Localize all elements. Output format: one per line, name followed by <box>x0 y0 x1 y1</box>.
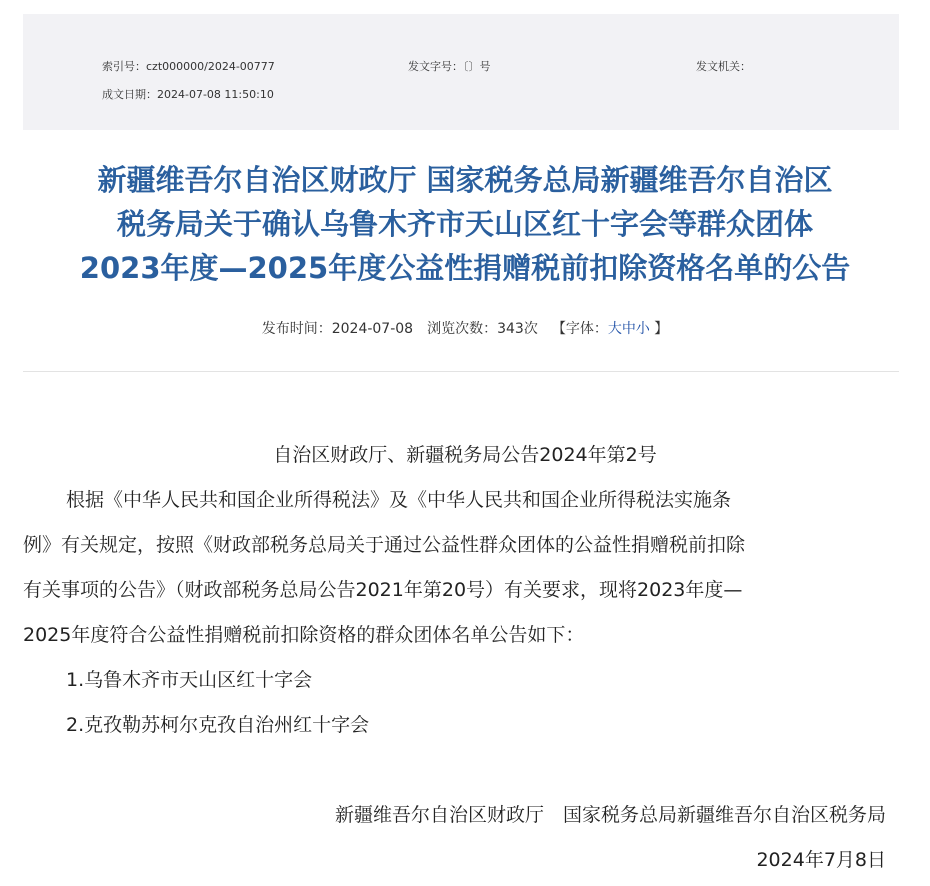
document-number <box>408 58 491 74</box>
font-size-medium-link[interactable]: 中 <box>621 321 636 337</box>
issuing-authority-label: 发文机关： <box>696 60 751 73</box>
title-line: 税务局关于确认乌鲁木齐市天山区红十字会等群众团体 <box>116 207 813 241</box>
font-size-close: 】 <box>649 321 669 337</box>
font-size-control <box>552 321 668 337</box>
index-number-label: 索引号： <box>102 60 146 73</box>
index-number <box>102 58 275 74</box>
signature: 新疆维吾尔自治区财政厅 国家税务总局新疆维吾尔自治区税务局 <box>334 804 886 826</box>
font-size-open: 【字体： <box>551 321 608 337</box>
issuing-authority <box>696 58 751 74</box>
document-number-value: 〔〕号 <box>463 60 491 73</box>
signature-date: 2024年7月8日 <box>756 849 886 871</box>
publish-time-label: 发布时间： <box>261 321 332 337</box>
announcement-number: 自治区财政厅、新疆税务局公告2024年第2号 <box>273 444 657 466</box>
written-date-label: 成文日期： <box>102 88 157 101</box>
view-count-label: 浏览次数： <box>427 321 498 337</box>
view-count-value: 343次 <box>497 321 538 337</box>
font-size-large-link[interactable]: 大 <box>607 321 622 337</box>
title-line: 2023年度—2025年度公益性捐赠税前扣除资格名单的公告 <box>79 251 851 285</box>
paragraph-line: 例》有关规定，按照《财政部税务总局关于通过公益性群众团体的公益性捐赠税前扣除 <box>23 534 746 556</box>
font-size-small-link[interactable]: 小 <box>635 321 650 337</box>
written-date <box>102 86 274 102</box>
index-number-value: czt000000/2024-00777 <box>146 60 275 73</box>
document-metadata-panel <box>23 14 899 130</box>
list-item: 1.乌鲁木齐市天山区红十字会 <box>66 669 313 691</box>
paragraph-line: 根据《中华人民共和国企业所得税法》及《中华人民共和国企业所得税法实施条 <box>66 489 732 511</box>
page-title <box>0 158 930 290</box>
divider <box>23 371 899 372</box>
publish-time-value: 2024-07-08 <box>331 321 414 337</box>
written-date-value: 2024-07-08 11:50:10 <box>157 88 274 101</box>
list-item: 2.克孜勒苏柯尔克孜自治州红十字会 <box>66 714 370 736</box>
publish-info <box>0 318 930 338</box>
paragraph-line: 有关事项的公告》（财政部税务总局公告2021年第20号）有关要求，现将2023年度— <box>23 579 743 601</box>
document-number-label: 发文字号： <box>408 60 463 73</box>
title-line: 新疆维吾尔自治区财政厅 国家税务总局新疆维吾尔自治区 <box>97 163 833 197</box>
paragraph-line: 2025年度符合公益性捐赠税前扣除资格的群众团体名单公告如下： <box>23 624 585 646</box>
